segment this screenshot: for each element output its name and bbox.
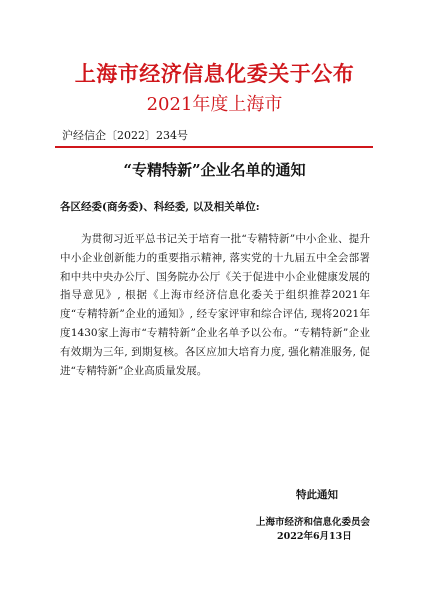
addressee: 各区经委(商务委)、科经委, 以及相关单位: (60, 201, 260, 213)
notice-title: “专精特新”企业名单的通知 (123, 161, 306, 179)
issue-date: 2022年6月13日 (277, 531, 352, 542)
body-paragraph: 为贯彻习近平总书记关于培育一批“专精特新”中小企业、提升中小企业创新能力的重要指示精神, 落实党的十九届五中全会部署和中共中央办公厅、国务院办公厅《关于促进中小企业健康发展的指导意见》, 根据《上海市经济信息化委关于组织推荐2021年度“专精特新”企业的通知》, 经专家评审和综合评估, 现将2021年度1430家上海市“专精特新”企业名单予以公布。“专精特新”企业有效期为三年, 到期复核。各区应加大培育力度, 强化精准服务, 促进“专精特新”企业高质量发展。 (60, 233, 370, 377)
red-divider-line (55, 146, 373, 148)
closing-remark: 特此通知 (296, 489, 338, 501)
header-title-line2: 2021年度上海市 (146, 94, 283, 115)
issuer-signature: 上海市经济和信息化委员会 (256, 517, 371, 528)
header-title-line1: 上海市经济信息化委关于公布 (74, 61, 355, 86)
document-number: 沪经信企〔2022〕234号 (62, 129, 188, 142)
